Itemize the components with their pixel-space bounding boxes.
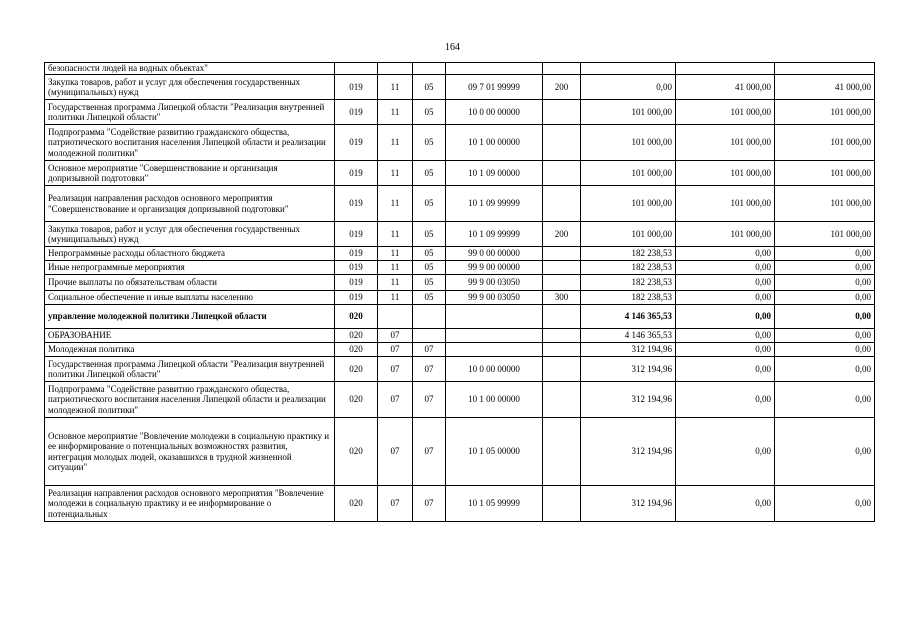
section-code: 11 — [378, 247, 413, 261]
subsection-code — [413, 63, 446, 75]
target-article-code: 10 1 05 00000 — [446, 418, 543, 486]
amount-year-3 — [775, 63, 875, 75]
item-name: безопасности людей на водных объектах" — [45, 63, 335, 75]
amount-year-2: 0,00 — [676, 247, 775, 261]
ministry-code: 020 — [335, 486, 378, 522]
item-name: Основное мероприятие "Вовлечение молодежи в социальную практику и ее информирование о потенциальных возможностях развития, интеграция молодых людей, оказавшихся в трудной жизненной ситуации" — [45, 418, 335, 486]
amount-year-3: 0,00 — [775, 247, 875, 261]
target-article-code — [446, 305, 543, 329]
subsection-code: 05 — [413, 186, 446, 222]
subsection-code: 05 — [413, 291, 446, 305]
expense-type-code — [543, 100, 581, 125]
target-article-code: 99 9 00 03050 — [446, 275, 543, 291]
amount-year-3: 0,00 — [775, 275, 875, 291]
target-article-code — [446, 63, 543, 75]
item-name: Государственная программа Липецкой области "Реализация внутренней политики Липецкой области" — [45, 357, 335, 382]
target-article-code: 99 9 00 00000 — [446, 261, 543, 275]
section-code: 11 — [378, 75, 413, 100]
table-row — [45, 418, 875, 486]
section-code: 07 — [378, 382, 413, 418]
expense-type-code — [543, 329, 581, 343]
amount-year-1: 101 000,00 — [581, 222, 676, 247]
subsection-code: 05 — [413, 161, 446, 186]
ministry-code: 019 — [335, 125, 378, 161]
target-article-code — [446, 343, 543, 357]
amount-year-3: 0,00 — [775, 261, 875, 275]
amount-year-1: 182 238,53 — [581, 247, 676, 261]
amount-year-3: 41 000,00 — [775, 75, 875, 100]
amount-year-1: 312 194,96 — [581, 357, 676, 382]
target-article-code: 10 1 09 99999 — [446, 222, 543, 247]
section-code: 11 — [378, 222, 413, 247]
item-name: управление молодежной политики Липецкой области — [45, 305, 335, 329]
subsection-code: 07 — [413, 418, 446, 486]
ministry-code: 019 — [335, 75, 378, 100]
section-code: 11 — [378, 291, 413, 305]
subsection-code: 05 — [413, 261, 446, 275]
subsection-code: 05 — [413, 75, 446, 100]
table-row — [45, 261, 875, 275]
amount-year-1: 312 194,96 — [581, 486, 676, 522]
amount-year-3: 101 000,00 — [775, 186, 875, 222]
item-name: Подпрограмма "Содействие развитию гражданского общества, патриотического воспитания населения Липецкой области и реализации молодежной политики" — [45, 125, 335, 161]
amount-year-3: 101 000,00 — [775, 161, 875, 186]
expense-type-code — [543, 418, 581, 486]
amount-year-1: 101 000,00 — [581, 125, 676, 161]
amount-year-3: 101 000,00 — [775, 125, 875, 161]
section-code: 11 — [378, 186, 413, 222]
table-row — [45, 382, 875, 418]
expense-type-code — [543, 305, 581, 329]
ministry-code: 019 — [335, 161, 378, 186]
amount-year-3: 0,00 — [775, 486, 875, 522]
target-article-code: 10 0 00 00000 — [446, 100, 543, 125]
amount-year-2: 0,00 — [676, 357, 775, 382]
amount-year-1: 101 000,00 — [581, 100, 676, 125]
expense-type-code — [543, 261, 581, 275]
expense-type-code — [543, 125, 581, 161]
section-code — [378, 63, 413, 75]
expense-type-code — [543, 63, 581, 75]
amount-year-1: 312 194,96 — [581, 343, 676, 357]
amount-year-1: 182 238,53 — [581, 275, 676, 291]
item-name: Непрограммные расходы областного бюджета — [45, 247, 335, 261]
table-row — [45, 275, 875, 291]
table-row — [45, 75, 875, 100]
amount-year-1 — [581, 63, 676, 75]
subsection-code: 07 — [413, 357, 446, 382]
subsection-code: 05 — [413, 222, 446, 247]
ministry-code: 019 — [335, 291, 378, 305]
ministry-code: 019 — [335, 275, 378, 291]
ministry-code: 020 — [335, 305, 378, 329]
ministry-code — [335, 63, 378, 75]
table-row — [45, 357, 875, 382]
amount-year-2: 0,00 — [676, 382, 775, 418]
table-row — [45, 186, 875, 222]
expense-type-code — [543, 382, 581, 418]
subsection-code: 07 — [413, 382, 446, 418]
target-article-code: 10 1 00 00000 — [446, 382, 543, 418]
amount-year-2: 0,00 — [676, 343, 775, 357]
budget-table — [44, 62, 875, 522]
amount-year-2: 0,00 — [676, 291, 775, 305]
section-code: 11 — [378, 100, 413, 125]
section-code: 07 — [378, 343, 413, 357]
amount-year-3: 101 000,00 — [775, 100, 875, 125]
expense-type-code — [543, 247, 581, 261]
target-article-code: 99 0 00 00000 — [446, 247, 543, 261]
target-article-code: 09 7 01 99999 — [446, 75, 543, 100]
item-name: Молодежная политика — [45, 343, 335, 357]
item-name: Реализация направления расходов основного мероприятия "Вовлечение молодежи в социальную практику и ее информирование о потенциальных — [45, 486, 335, 522]
item-name: Социальное обеспечение и иные выплаты населению — [45, 291, 335, 305]
table-row — [45, 329, 875, 343]
ministry-code: 019 — [335, 186, 378, 222]
amount-year-2: 101 000,00 — [676, 161, 775, 186]
table-row — [45, 222, 875, 247]
amount-year-1: 182 238,53 — [581, 291, 676, 305]
expense-type-code: 200 — [543, 75, 581, 100]
amount-year-2: 41 000,00 — [676, 75, 775, 100]
amount-year-3: 0,00 — [775, 418, 875, 486]
expense-type-code — [543, 275, 581, 291]
table-row — [45, 343, 875, 357]
item-name: Основное мероприятие "Совершенствование и организация допризывной подготовки" — [45, 161, 335, 186]
target-article-code: 10 1 09 99999 — [446, 186, 543, 222]
amount-year-3: 0,00 — [775, 329, 875, 343]
amount-year-2: 0,00 — [676, 486, 775, 522]
ministry-code: 019 — [335, 247, 378, 261]
amount-year-2 — [676, 63, 775, 75]
subsection-code — [413, 329, 446, 343]
target-article-code: 99 9 00 03050 — [446, 291, 543, 305]
section-code: 07 — [378, 357, 413, 382]
target-article-code: 10 0 00 00000 — [446, 357, 543, 382]
expense-type-code: 300 — [543, 291, 581, 305]
amount-year-2: 0,00 — [676, 418, 775, 486]
amount-year-1: 101 000,00 — [581, 161, 676, 186]
amount-year-2: 0,00 — [676, 305, 775, 329]
amount-year-1: 182 238,53 — [581, 261, 676, 275]
section-code: 07 — [378, 418, 413, 486]
amount-year-3: 0,00 — [775, 357, 875, 382]
section-code: 11 — [378, 125, 413, 161]
subsection-code: 05 — [413, 125, 446, 161]
amount-year-2: 101 000,00 — [676, 100, 775, 125]
section-code: 07 — [378, 486, 413, 522]
expense-type-code: 200 — [543, 222, 581, 247]
expense-type-code — [543, 357, 581, 382]
section-code: 11 — [378, 261, 413, 275]
amount-year-2: 0,00 — [676, 275, 775, 291]
expense-type-code — [543, 161, 581, 186]
target-article-code: 10 1 00 00000 — [446, 125, 543, 161]
amount-year-2: 101 000,00 — [676, 222, 775, 247]
expense-type-code — [543, 186, 581, 222]
item-name: ОБРАЗОВАНИЕ — [45, 329, 335, 343]
table-row — [45, 161, 875, 186]
subsection-code — [413, 305, 446, 329]
ministry-code: 020 — [335, 329, 378, 343]
table-row — [45, 305, 875, 329]
amount-year-3: 0,00 — [775, 382, 875, 418]
amount-year-1: 4 146 365,53 — [581, 329, 676, 343]
amount-year-1: 312 194,96 — [581, 418, 676, 486]
amount-year-2: 0,00 — [676, 329, 775, 343]
section-code: 11 — [378, 275, 413, 291]
item-name: Закупка товаров, работ и услуг для обеспечения государственных (муниципальных) нужд — [45, 222, 335, 247]
target-article-code: 10 1 05 99999 — [446, 486, 543, 522]
ministry-code: 020 — [335, 382, 378, 418]
subsection-code: 05 — [413, 275, 446, 291]
section-code — [378, 305, 413, 329]
target-article-code — [446, 329, 543, 343]
item-name: Иные непрограммные мероприятия — [45, 261, 335, 275]
ministry-code: 020 — [335, 343, 378, 357]
table-row — [45, 125, 875, 161]
page-number: 164 — [445, 42, 460, 53]
subsection-code: 07 — [413, 343, 446, 357]
subsection-code: 05 — [413, 100, 446, 125]
subsection-code: 07 — [413, 486, 446, 522]
amount-year-1: 0,00 — [581, 75, 676, 100]
table-row — [45, 247, 875, 261]
subsection-code: 05 — [413, 247, 446, 261]
ministry-code: 019 — [335, 261, 378, 275]
target-article-code: 10 1 09 00000 — [446, 161, 543, 186]
table-row — [45, 63, 875, 75]
amount-year-2: 0,00 — [676, 261, 775, 275]
amount-year-3: 0,00 — [775, 343, 875, 357]
expense-type-code — [543, 343, 581, 357]
table-row — [45, 291, 875, 305]
item-name: Прочие выплаты по обязательствам области — [45, 275, 335, 291]
amount-year-1: 4 146 365,53 — [581, 305, 676, 329]
ministry-code: 019 — [335, 100, 378, 125]
amount-year-1: 312 194,96 — [581, 382, 676, 418]
ministry-code: 020 — [335, 418, 378, 486]
section-code: 07 — [378, 329, 413, 343]
item-name: Подпрограмма "Содействие развитию гражданского общества, патриотического воспитания населения Липецкой области и реализации молодежной политики" — [45, 382, 335, 418]
amount-year-1: 101 000,00 — [581, 186, 676, 222]
item-name: Закупка товаров, работ и услуг для обеспечения государственных (муниципальных) нужд — [45, 75, 335, 100]
amount-year-3: 0,00 — [775, 305, 875, 329]
ministry-code: 019 — [335, 222, 378, 247]
table-row — [45, 100, 875, 125]
table-row — [45, 486, 875, 522]
item-name: Государственная программа Липецкой области "Реализация внутренней политики Липецкой области" — [45, 100, 335, 125]
amount-year-2: 101 000,00 — [676, 125, 775, 161]
ministry-code: 020 — [335, 357, 378, 382]
item-name: Реализация направления расходов основного мероприятия "Совершенствование и организация допризывной подготовки" — [45, 186, 335, 222]
amount-year-3: 101 000,00 — [775, 222, 875, 247]
amount-year-3: 0,00 — [775, 291, 875, 305]
expense-type-code — [543, 486, 581, 522]
section-code: 11 — [378, 161, 413, 186]
amount-year-2: 101 000,00 — [676, 186, 775, 222]
